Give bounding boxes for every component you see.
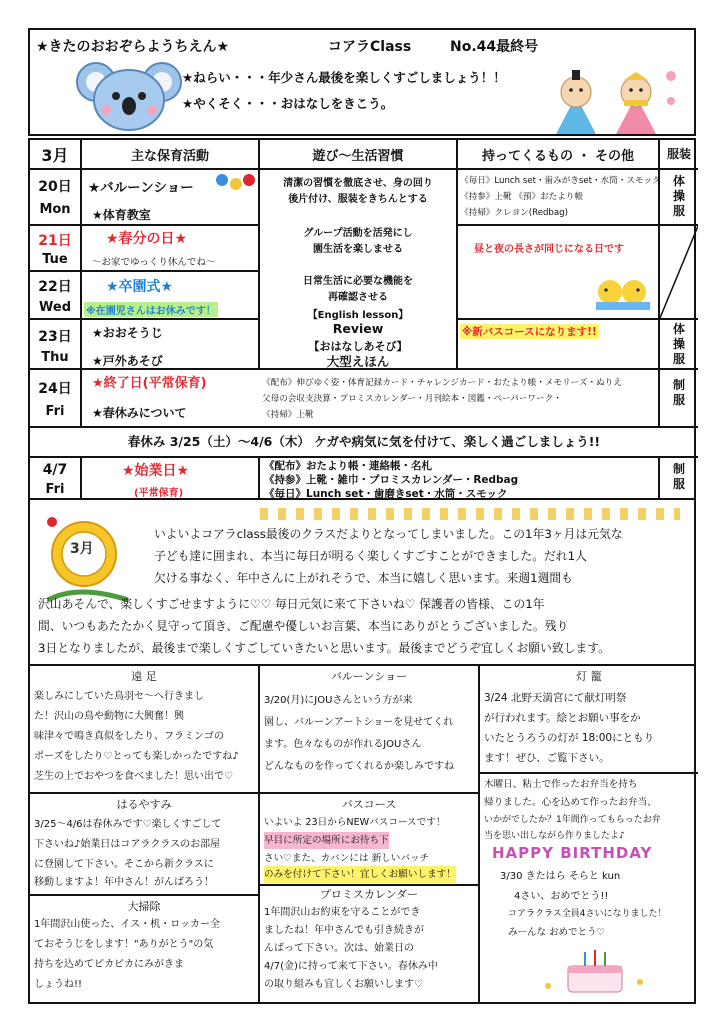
bring-24-2: 父母の会収支決算・プロミスカレンダー・月刊絵本・図鑑・ペーパーワーク・ [262, 394, 562, 404]
play-line-9: 【おはなしあそび】 [308, 340, 408, 353]
schedule-table [28, 138, 696, 500]
bento-line-4: 当を思い出しながら作りましたよ♪ [484, 831, 625, 841]
flower-border [260, 508, 680, 520]
clothes-23: 体操服 [672, 322, 685, 366]
letter-line-1: いよいよコアラclass最後のクラスだよりとなってしまいました。この1年3ヶ月は元気な [154, 527, 623, 541]
bento-line-1: 木曜日、粘土で作ったお弁当を持ち [484, 779, 638, 790]
start-sub: (平常保育) [134, 488, 184, 499]
play-line-6: 再確認させる [328, 292, 388, 303]
ensoku-title: 遠 足 [131, 670, 157, 683]
date-22: 22日 [38, 279, 72, 295]
letter-line-5: 間、いつもあたたかく見守って頂き、ご配慮や優しいお言葉、本当にありがとうございました。残り [38, 619, 569, 633]
activity-20-main: ★バルーンショー [88, 180, 194, 196]
clothes-24: 制服 [672, 378, 685, 407]
promise-line-1: 1年間沢山お約束を守ることができ [264, 907, 421, 918]
col-play-header: 遊び～生活習慣 [312, 149, 404, 164]
start-dow: Fri [45, 482, 65, 497]
play-line-2: 後片付け、服装をきちんとする [288, 194, 428, 205]
toro-line-2: が行われます。絵とお願い事をか [484, 712, 641, 724]
date-24: 24日 [38, 381, 72, 397]
bring-21-note: 昼と夜の長さが同じになる日です [474, 244, 624, 255]
activity-21-sub: ～お家でゆっくり休んでね～ [92, 257, 216, 268]
bring-20-3: 《持帰》クレヨン(Redbag) [460, 208, 568, 218]
bus-title: バスコース [341, 798, 397, 811]
month-cell: 3月 [41, 146, 69, 165]
letter-line-3: 欠ける事なく、年中さんに上がれそうで、本当に嬉しく思います。来週1週間も [154, 571, 573, 585]
bus-line-4: のみを付けて下さい！宜しくお願いします！ [264, 866, 456, 883]
koala-illustration [76, 52, 182, 134]
col-activity-header: 主な保育活動 [130, 149, 209, 164]
promise-title: プロミスカレンダー [319, 888, 419, 901]
birthday-msg-2: コアラクラス全員4さいになりました！ [508, 909, 667, 919]
header-aim: ★ねらい・・・年少さん最後を楽しくすごしましょう！！ [182, 70, 506, 85]
school-name: ★きたのおおぞらようちえん★ [36, 39, 230, 55]
start-main: ★始業日★ [122, 463, 190, 479]
start-bring-1: 《配布》おたより帳・連絡帳・名札 [264, 460, 432, 472]
letter-section [28, 500, 696, 664]
dow-20: Mon [39, 202, 71, 217]
date-21: 21日 [38, 233, 72, 249]
promise-line-3: んばって下さい。次は、始業日の [264, 943, 414, 954]
play-line-7: 【English lesson】 [307, 310, 409, 321]
chicks-illustration [590, 270, 656, 316]
souji-line-2: ておそうじをします！"ありがとう"の気 [34, 939, 214, 950]
bus-line-1: いよいよ 23日からNEWバスコースです！ [264, 817, 446, 828]
col-bring-header: 持ってくるもの ・ その他 [481, 149, 635, 164]
dow-23: Thu [41, 350, 69, 365]
haru-line-4: 移動しますよ！年中さん！がんばろう！ [34, 877, 214, 888]
balloon-title: バルーンショー [330, 670, 408, 683]
bento-line-3: いかがでしたか？1年間作ってもらったお弁 [484, 815, 661, 825]
activity-20-sub: ★体育教室 [92, 208, 151, 222]
toro-line-4: ます！ぜひ、ご覧下さい。 [484, 752, 610, 764]
haru-title: はるやすみ [116, 798, 172, 811]
souji-line-4: しょうね!! [34, 979, 83, 990]
activity-24-sub: ★春休みについて [92, 406, 187, 420]
header-box [28, 28, 696, 136]
col-clothes-header: 服装 [666, 147, 691, 161]
bring-20-2: 《持参》上靴 《預》おたより帳 [460, 192, 584, 202]
dow-21: Tue [42, 252, 68, 267]
haru-line-2: 下さいね♪始業日はコアラクラスのお部屋 [34, 839, 221, 850]
souji-line-1: 1年間沢山使った、イス・机・ロッカー全 [34, 919, 221, 930]
toro-line-3: いたとうろうの灯が 18:00にともり [484, 732, 655, 744]
bus-line-2: 早目に所定の場所にお待ち下 [264, 832, 389, 849]
activity-21-main: ★春分の日★ [106, 231, 188, 247]
issue-number: No.44最終号 [450, 39, 539, 55]
ensoku-line-2: た！沢山の鳥や動物に大興奮！興 [34, 711, 184, 722]
ensoku-line-3: 味津々で鳴き真似をしたり、フラミンゴの [34, 731, 224, 742]
play-line-5: 日常生活に必要な機能を [303, 276, 413, 287]
ensoku-line-5: 芝生の上でおやつを食べました！思い出で♡ [34, 771, 233, 782]
balloon-line-1: 3/20(月)にJOUさんという方が来 [264, 695, 413, 706]
bring-20-1: 《毎日》Lunch set・歯みがきset・水筒・スモック [460, 176, 661, 186]
play-line-8: Review [332, 321, 384, 336]
hina-dolls-illustration [546, 56, 686, 136]
balloon-line-2: 園し、バルーンアートショーを見せてくれ [264, 717, 454, 728]
balloons-icon [214, 172, 256, 196]
activity-22-main: ★卒園式★ [106, 279, 174, 295]
letter-line-2: 子ども達に囲まれ、本当に毎日が明るく楽しくすごすことができました。だれ1人 [154, 549, 587, 563]
ensoku-line-1: 楽しみにしていた鳥羽セ〜へ行きまし [34, 691, 204, 702]
promise-line-2: ましたね！年中さんでも引き続きが [264, 925, 424, 936]
happy-birthday: HAPPY BIRTHDAY [492, 844, 653, 862]
bento-line-2: 帰りました。心を込めて作ったお弁当、 [484, 797, 657, 808]
start-date: 4/7 [42, 462, 68, 478]
boxes-section [28, 664, 696, 1004]
toro-title: 灯 籠 [576, 670, 602, 683]
birthday-names: 3/30 きたはら そらと kun [500, 871, 621, 882]
activity-22-sub: ※在園児さんはお休みです！ [84, 302, 218, 317]
date-20: 20日 [38, 179, 72, 195]
toro-line-1: 3/24 北野天満宮にて献灯明祭 [484, 692, 627, 704]
dow-24: Fri [45, 404, 65, 419]
letter-line-4: 沢山あそんで、楽しくすごせますように♡♡ 毎日元気に来て下さいね♡ 保護者の皆様、この1年 [38, 597, 545, 611]
start-clothes: 制服 [672, 462, 685, 491]
play-line-1: 清潔の習慣を徹底させ、身の回り [283, 178, 433, 189]
haru-line-1: 3/25〜4/6は春休みです♡楽しくすごして [34, 819, 222, 830]
header-promise: ★やくそく・・・おはなしをきこう。 [182, 96, 394, 111]
activity-24-main: ★終了日(平常保育) [92, 376, 207, 391]
bring-24-3: 《持帰》上靴 [262, 410, 314, 420]
play-line-3: グループ活動を活発にし [303, 228, 413, 239]
class-name: コアラClass [328, 39, 412, 55]
bring-23-note: ※新バスコースになります!! [462, 326, 597, 338]
souji-line-3: 持ちを込めてピカピカにみがきま [34, 959, 184, 970]
balloon-line-4: どんなものを作ってくれるか楽しみですね [264, 761, 454, 772]
dandelion-illustration [38, 514, 138, 604]
ensoku-line-4: ポーズをしたり♡とっても楽しかったですね♪ [34, 751, 239, 762]
play-line-10: 大型えほん [326, 354, 390, 369]
promise-line-4: 4/7(金)に持って来て下さい。春休み中 [264, 961, 438, 972]
promise-line-5: の取り組みも宜しくお願いします♡ [264, 979, 423, 990]
souji-title: 大掃除 [127, 900, 161, 913]
birthday-cake-illustration [540, 942, 650, 998]
dow-22: Wed [39, 300, 71, 315]
haru-line-3: に登園して下さい。そこから新クラスに [34, 859, 214, 870]
activity-23-main: ★おおそうじ [92, 326, 163, 340]
birthday-msg-3: みーんな おめでとう♡ [508, 927, 606, 938]
letter-badge: 3月 [70, 541, 94, 557]
birthday-msg-1: 4さい、おめでとう!! [514, 891, 609, 902]
play-line-4: 園生活を楽しませる [313, 244, 403, 255]
start-bring-3: 《毎日》Lunch set・歯磨きset・水筒・スモック [264, 488, 508, 500]
start-bring-2: 《持参》上靴・雑巾・プロミスカレンダー・Redbag [264, 474, 519, 486]
spring-break-row: 春休み 3/25（土）～4/6（木） ケガや病気に気を付けて、楽しく過ごしましょう!! [127, 434, 601, 449]
clothes-20: 体操服 [672, 174, 685, 218]
bring-24-1: 《配布》伸びゆく姿・体育記録カード・チャレンジカード・おたより帳・メモリーズ・ぬりえ [262, 378, 622, 388]
activity-23-sub: ★戸外あそび [92, 354, 163, 368]
balloon-line-3: ます。色々なものが作れるJOUさん [264, 739, 422, 750]
bus-line-3: さい♡また、カバンには 新しいバッチ [264, 853, 430, 864]
letter-line-6: 3日となりましたが、最後まで楽しくすごしていきたいと思います。最後までどうぞ宜しくお願い致します。 [38, 641, 610, 655]
date-23: 23日 [38, 329, 72, 345]
